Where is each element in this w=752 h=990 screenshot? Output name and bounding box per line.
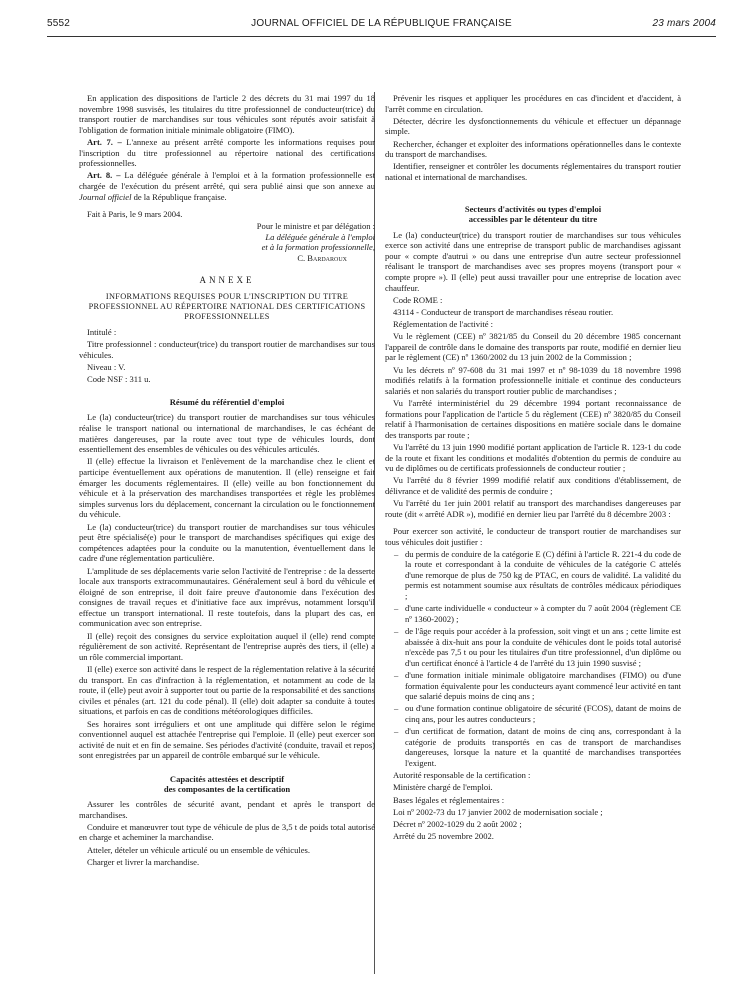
capacite-2: Conduire et manœuvrer tout type de véhicule de plus de 3,5 t de poids total autorisé en charge et acheminer la marchandise.: [79, 821, 375, 843]
informations-title: INFORMATIONS REQUISES POUR L'INSCRIPTION DU TITRE PROFESSIONNEL AU RÉPERTOIRE NATIONAL DES CERTIFICATIONS PROFESSIONNELLES: [88, 291, 366, 321]
article-8-label: Art. 8. –: [87, 170, 121, 181]
vu-decrets-97-608: Vu les décrets nº 97-608 du 31 mai 1997 et nº 98-1039 du 18 novembre 1998 modifiés relatifs à la formation professionnelle initiale et continue des conducteurs salariés et non salariés du transport routier public de marchandises ;: [385, 364, 681, 396]
niveau: Niveau : V.: [87, 361, 126, 372]
capacite-4: Charger et livrer la marchandise.: [87, 856, 200, 867]
ministere: Ministère chargé de l'emploi.: [393, 782, 493, 793]
capacites-title-line-2: des composantes de la certification: [163, 783, 291, 794]
capacites-title-line-1: Capacités attestées et descriptif: [169, 773, 285, 784]
article-7-text: L'annexe au présent arrêté comporte les informations requises pour l'inscription du titre professionnel au répertoire national des certifications professionnelles.: [79, 136, 376, 169]
page-number: 5552: [47, 18, 71, 29]
decret-2002-1029: Décret nº 2002-1029 du 2 août 2002 ;: [393, 818, 522, 829]
secteurs-title: [385, 204, 681, 224]
article-7: [79, 137, 375, 169]
journal-title: JOURNAL OFFICIEL DE LA RÉPUBLIQUE FRANÇAISE: [251, 18, 512, 29]
secteurs-title-line-1: Secteurs d'activités ou types d'emploi: [464, 204, 602, 215]
capacite-8: Identifier, renseigner et contrôler les documents réglementaires du transport routier national et international de marchandises.: [385, 161, 681, 182]
list-item: – d'une formation initiale minimale obligatoire marchandises (FIMO) ou d'une formation équivalente pour les conducteurs ayant commencé leur activité en tant que salarié depuis moins de cinq ans ;: [385, 670, 681, 702]
list-item: – d'une carte individuelle « conducteur » à compter du 7 août 2004 (règlement CE nº 1360-2002) ;: [385, 603, 681, 624]
pour-exercer: Pour exercer son activité, le conducteur de transport routier de marchandises sur tous véhicules doit justifier :: [385, 525, 681, 547]
capacite-6: Détecter, décrire les dysfonctionnements du véhicule et effectuer un dépannage simple.: [385, 115, 681, 137]
intitule: Intitulé :: [87, 326, 117, 337]
vu-arrete-2001: Vu l'arrêté du 1er juin 2001 relatif au transport des marchandises dangereuses par route (dit « arrêté ADR »), modifié en dernier lieu par l'arrêté du 8 décembre 2003 :: [385, 498, 681, 519]
article-8-text-a: La déléguée générale à l'emploi et à la formation professionnelle est chargée de l'exécution du présent arrêté, qui sera publié ainsi que son annexe au: [79, 170, 376, 191]
article-8-text-b: de la République française.: [131, 191, 227, 202]
signature-line-3: et à la formation professionnelle,: [261, 242, 375, 253]
secteurs-title-line-2: accessibles par le détenteur du titre: [468, 214, 598, 225]
signatory-name: C. Bardaroux: [297, 252, 347, 263]
resume-paragraph-5: Il (elle) reçoit des consignes du service exploitation auquel il (elle) rend compte régulièrement de son activité. Représentant de l'entreprise auprès des tiers, il (elle) a un rôle commercial important.: [79, 630, 375, 662]
article-8-journal: Journal officiel: [79, 191, 132, 202]
vu-arrete-1990: Vu l'arrêté du 13 juin 1990 modifié portant application de l'article R. 123-1 du code de la route et fixant les conditions et modalités d'obtention du permis de conduire au vu de diplômes ou de certificats professionnels de conducteur routier ;: [385, 441, 681, 474]
code-nsf: Code NSF : 311 u.: [87, 374, 151, 385]
left-column: [79, 93, 375, 869]
fait-a-paris: Fait à Paris, le 9 mars 2004.: [87, 208, 183, 219]
resume-paragraph-2: Il (elle) effectue la livraison et l'enlèvement de la marchandise chez le client et participe éventuellement aux opérations de manutention. Il (elle) renseigne et fait émarger les documents réglementaires. Il (elle) veille au bon fonctionnement du véhicule et à la préservation des marchandises transportées et règle les problèmes simples survenus lors du déplacement, concernant la circulation ou le fonctionnement du véhicule.: [79, 456, 375, 520]
resume-paragraph-4: L'amplitude de ses déplacements varie selon l'activité de l'entreprise : de la desserte locale aux transports extracommunautaires. Généralement seul à bord du véhicule et éloigné de son entreprise, il doit faire preuve d'autonomie dans l'exécution des consignes de travail reçues et d'initiative face aux imprévus, notamment lorsqu'il effectue un transport international. Il reste toutefois, dans la plupart des cas, en communication avec son entreprise.: [79, 565, 375, 629]
resume-paragraph-3: Le (la) conducteur(trice) du transport routier de marchandises sur tous véhicules peut être spécialisé(e) pour le transport de marchandises spécifiques qui exige des compétences adaptées pour la conduite ou la manutention, éventuellement dans le cadre d'une réglementation particulière.: [79, 521, 375, 564]
vu-reglement-3821: Vu le règlement (CEE) nº 3821/85 du Conseil du 20 décembre 1985 concernant l'appareil de contrôle dans le domaine des transports par route, modifié en dernier lieu par le règlement (CE) nº 1360/2002 du 13 juin 2002 de la Commission ;: [385, 331, 681, 363]
running-head: [47, 18, 716, 34]
loi-2002-73: Loi nº 2002-73 du 17 janvier 2002 de modernisation sociale ;: [393, 806, 603, 817]
resume-paragraph-7: Ses horaires sont irréguliers et ont une amplitude qui diffère selon le régime conventionnel auquel est attachée l'entreprise qui l'emploie. Il (elle) peut exercer son activité de nuit et en fin de semaine. Ses périodes d'activité (conduite, travail et repos) sont enregistrées par un appareil de contrôle embarqué sur le véhicule.: [79, 718, 375, 761]
list-item: – ou d'une formation continue obligatoire de sécurité (FCOS), datant de moins de cinq ans, pour les autres conducteurs ;: [385, 703, 681, 724]
list-item: – d'un certificat de formation, datant de moins de cinq ans, correspondant à la catégorie de produits transportés en cas de transport de marchandises dangereuses, lorsque la nature et la quantité de marchandises transportées l'exigent.: [385, 726, 681, 768]
secteurs-paragraph: Le (la) conducteur(trice) du transport routier de marchandises sur tous véhicules exerce son activité dans une entreprise de transport public de marchandises agissant pour « compte d'autrui » ou dans une entreprise d'un autre secteur professionnel réalisant le transport de marchandises avec ses propres moyens (transport pour « compte propre »). Il (elle) peut aussi travailler pour une entreprise de location avec chauffeur.: [385, 229, 681, 293]
resume-paragraph-1: Le (la) conducteur(trice) du transport routier de marchandises sur tous véhicules réalise le transport national ou international de marchandises, le cas échéant de matières dangereuses, par la route avec tout type de véhicules lourds, dont essentiellement des ensembles de véhicules ou des véhicules articulés.: [79, 412, 375, 455]
bases-label: Bases légales et réglementaires :: [393, 794, 505, 805]
resume-paragraph-6: Il (elle) exerce son activité dans le respect de la réglementation relative à la sécurité du transport. En cas d'infraction à la réglementation, et notamment au code de la route, il (elle) peut avoir à supporter tout ou partie de la responsabilité et des sanctions civiles et pénales (art. 121 du code pénal). Il (elle) doit adapter sa conduite à toutes situations, et parfois en cas de conditions météorologiques difficiles.: [79, 664, 375, 717]
autorite-label: Autorité responsable de la certification :: [393, 770, 531, 781]
titre-professionnel: Titre professionnel : conducteur(trice) du transport routier de marchandises sur tous véhicules.: [79, 339, 375, 360]
code-rome-value: 43114 - Conducteur de transport de marchandises réseau routier.: [393, 306, 614, 317]
intro-paragraph: En application des dispositions de l'article 2 des décrets du 31 mai 1997 du 18 novembre 1998 susvisés, les titulaires du titre professionnel de conducteur(trice) du transport routier de marchandises sur tous véhicules sont réputés avoir satisfait à l'obligation de formation initiale minimale obligatoire (FIMO).: [79, 93, 375, 135]
signature-line-1: Pour le ministre et par délégation :: [256, 220, 375, 231]
signature-block: [79, 221, 375, 263]
signature-line-2: La déléguée générale à l'emploi: [265, 231, 375, 242]
article-7-label: Art. 7. –: [87, 136, 122, 147]
reglementation-label: Réglementation de l'activité :: [393, 319, 494, 330]
vu-arrete-1994: Vu l'arrêté interministériel du 29 décembre 1994 portant reconnaissance de formations pour l'application de l'article 5 du règlement (CEE) nº 3820/85 du Conseil relatif à l'harmonisation de certaines dispositions en matière sociale dans le domaine des transports par route ;: [385, 398, 681, 440]
arrete-2002: Arrêté du 25 novembre 2002.: [393, 831, 494, 842]
right-column: [385, 93, 681, 843]
code-rome-label: Code ROME :: [393, 294, 443, 305]
vu-arrete-1999: Vu l'arrêté du 8 février 1999 modifié relatif aux conditions d'établissement, de délivrance et de validité des permis de conduire ;: [385, 475, 681, 496]
article-8: [79, 170, 375, 202]
capacite-5: Prévenir les risques et appliquer les procédures en cas d'incident et d'accident, à l'arrêt comme en circulation.: [385, 93, 681, 114]
capacite-3: Atteler, dételer un véhicule articulé ou un ensemble de véhicules.: [87, 844, 310, 855]
list-item: – du permis de conduire de la catégorie E (C) défini à l'article R. 221-4 du code de la route et correspondant à la conduite de véhicules de la catégorie C attelés d'une remorque de plus de 750 kg de PTAC, en cours de validité. La validité du permis est notamment soumise aux résultats de contrôles médicaux périodiques ;: [385, 549, 681, 602]
annexe-title: ANNEXE: [199, 275, 255, 286]
list-item: – de l'âge requis pour accéder à la profession, soit vingt et un ans ; cette limite est abaissée à dix-huit ans pour la conduite de véhicules dont le poids total autorisé n'excède pas 7,5 t ou pour les titulaires d'un titre professionnel, d'un diplôme ou d'un certificat énoncé à l'article 4 de l'arrêté du 13 juin 1990 susvisé ;: [385, 626, 681, 668]
resume-title: Résumé du référentiel d'emploi: [169, 397, 285, 408]
requirements-list: [385, 549, 681, 769]
header-rule: [47, 36, 716, 37]
capacite-7: Rechercher, échanger et exploiter des informations opérationnelles dans le contexte du transport de marchandises.: [385, 138, 681, 160]
capacite-1: Assurer les contrôles de sécurité avant, pendant et après le transport de marchandises.: [79, 798, 375, 820]
capacites-title: [79, 774, 375, 794]
issue-date: 23 mars 2004: [652, 18, 716, 29]
